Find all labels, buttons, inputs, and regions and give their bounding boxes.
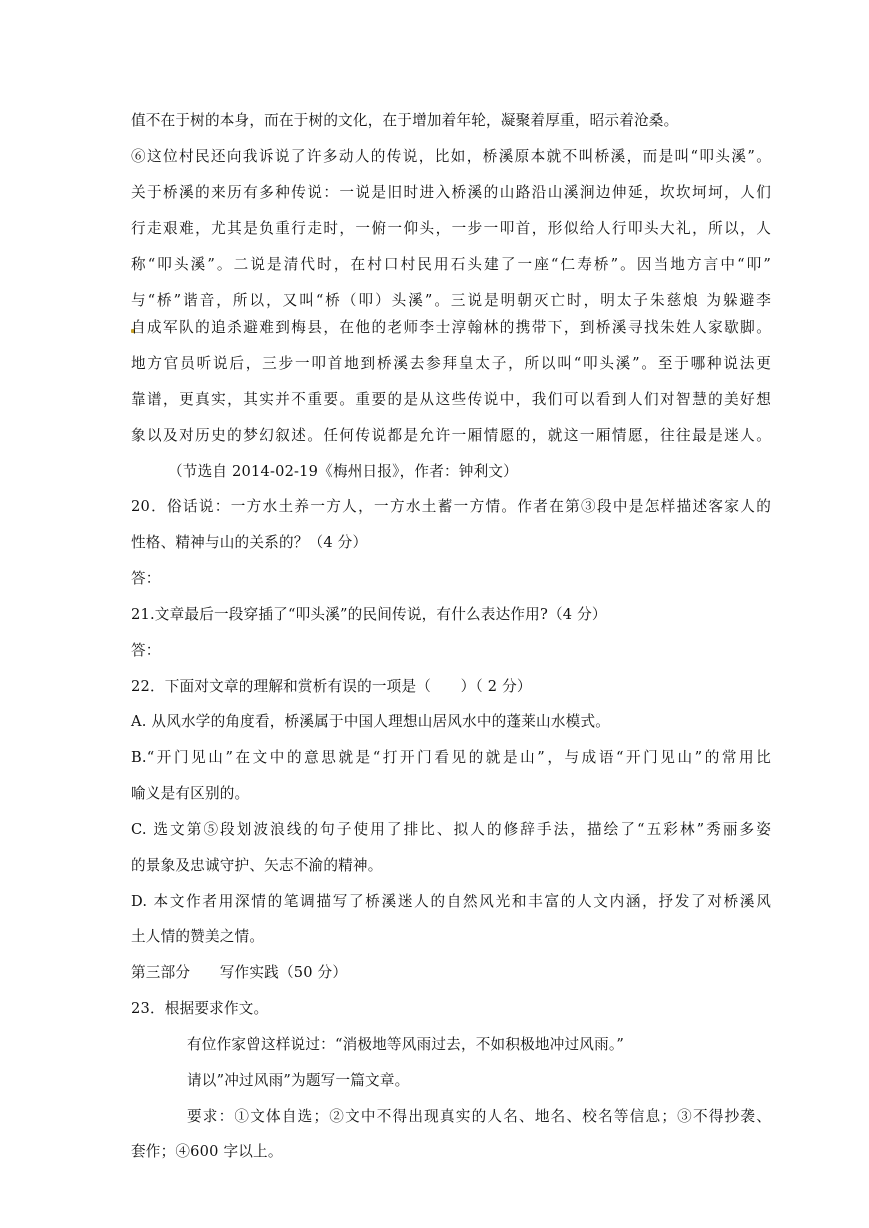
option-a: A. 从风水学的角度看，桥溪属于中国人理想山居风水中的蓬莱山水模式。 xyxy=(131,713,611,730)
paragraph-6-line: 行走艰难，尤其是负重行走时，一俯一仰头，一步一叩首，形似给人行叩头大礼，所以，人 xyxy=(131,220,771,237)
option-d-line: D. 本文作者用深情的笔调描写了桥溪迷人的自然风光和丰富的人文内涵，抒发了对桥溪风 xyxy=(131,893,771,910)
essay-quote: 有位作家曾这样说过：“消极地等风雨过去，不如积极地冲过风雨。” xyxy=(187,1036,625,1053)
option-c-line: C. 选文第⑤段划波浪线的句子使用了排比、拟人的修辞手法，描绘了“五彩林”秀丽多姿 xyxy=(131,821,771,838)
paragraph-5-end: 值不在于树的本身，而在于树的文化，在于增加着年轮，凝聚着厚重，昭示着沧桑。 xyxy=(131,112,679,129)
answer-label: 答： xyxy=(131,570,161,587)
paragraph-6-line: 靠谱，更真实，其实并不重要。重要的是从这些传说中，我们可以看到人们对智慧的美好想 xyxy=(131,391,771,408)
paragraph-6-line: 与“桥”谐音，所以，又叫“桥（叩）头溪”。三说是明朝灭亡时，明太子朱慈烺 为躲避李 xyxy=(131,292,771,309)
essay-requirements-line: 要求：①文体自选；②文中不得出现真实的人名、地名、校名等信息；③不得抄袭、 xyxy=(187,1108,771,1125)
paragraph-6-line: ⑥这位村民还向我诉说了许多动人的传说，比如，桥溪原本就不叫桥溪，而是叫“叩头溪”。 xyxy=(131,148,771,165)
option-c-line: 的景象及忠诚守护、矢志不渝的精神。 xyxy=(131,857,383,874)
question-20-line: 20．俗话说：一方水土养一方人，一方水土蓄一方情。作者在第③段中是怎样描述客家人的 xyxy=(131,498,771,515)
paragraph-6-line: 称“叩头溪”。二说是清代时，在村口村民用石头建了一座“仁寿桥”。因当地方言中“叩” xyxy=(131,256,771,273)
essay-requirements-line: 套作；④600 字以上。 xyxy=(131,1143,283,1160)
essay-title-prompt: 请以”冲过风雨”为题写一篇文章。 xyxy=(187,1072,410,1089)
paragraph-6-line: 关于桥溪的来历有多种传说：一说是旧时进入桥溪的山路沿山溪涧边伸延，坎坎坷坷，人们 xyxy=(131,184,771,201)
paragraph-6-line: 自成军队的追杀避难到梅县，在他的老师李士淳翰林的携带下，到桥溪寻找朱姓人家歇脚。 xyxy=(131,319,771,336)
paragraph-6-line: 象以及对历史的梦幻叙述。任何传说都是允许一厢情愿的，就这一厢情愿，往往最是迷人。 xyxy=(131,427,771,444)
question-20-line: 性格、精神与山的关系的？（4 分） xyxy=(131,534,368,551)
option-b-line: 喻义是有区别的。 xyxy=(131,785,250,802)
question-22: 22．下面对文章的理解和赏析有误的一项是（ ）（ 2 分） xyxy=(131,678,532,695)
paragraph-6-line: 地方官员听说后，三步一叩首地到桥溪去参拜皇太子，所以叫“叩头溪”。至于哪种说法更 xyxy=(131,355,771,372)
question-21: 21.文章最后一段穿插了“叩头溪”的民间传说，有什么表达作用?（4 分） xyxy=(131,606,607,623)
answer-label: 答： xyxy=(131,642,161,659)
question-23: 23．根据要求作文。 xyxy=(131,1000,269,1017)
option-d-line: 土人情的赞美之情。 xyxy=(131,928,265,945)
source-citation: （节选自 2014-02-19《梅州日报》，作者：钟利文） xyxy=(168,463,518,480)
option-b-line: B.“开门见山”在文中的意思就是“打开门看见的就是山”，与成语“开门见山”的常用比 xyxy=(131,749,771,766)
part-3-heading: 第三部分 写作实践（50 分） xyxy=(131,964,348,981)
